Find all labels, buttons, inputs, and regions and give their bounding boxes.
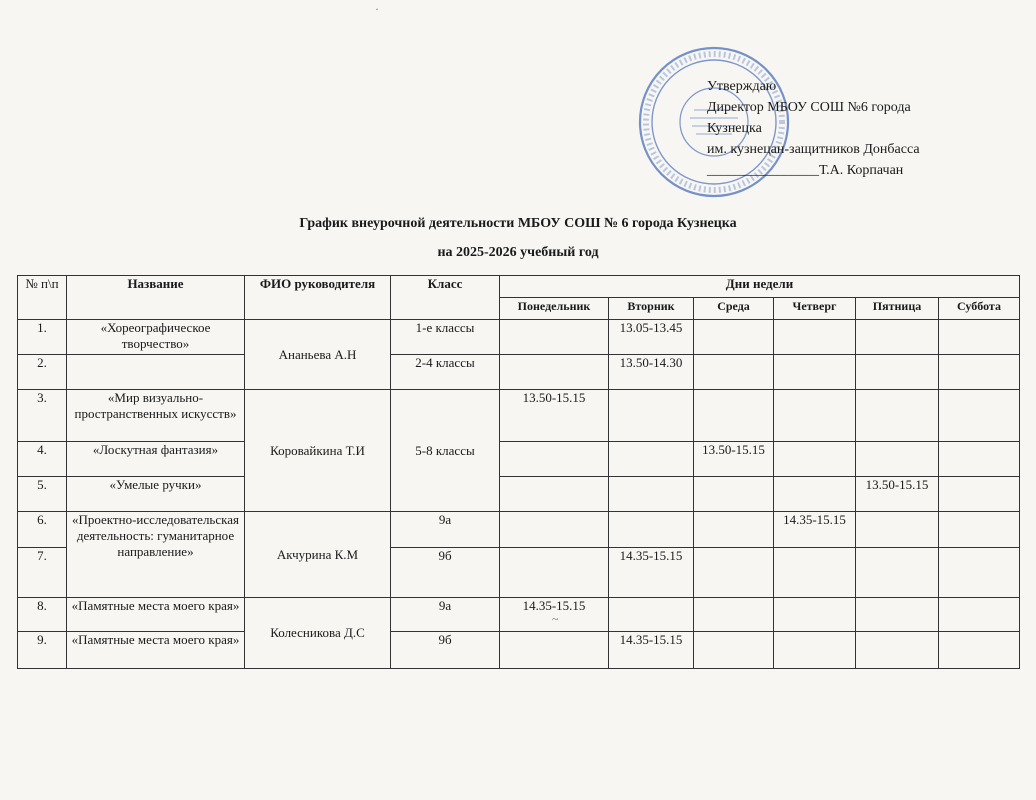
approval-signature: ________________Т.А. Корпачан (707, 163, 904, 178)
tuesday-cell (609, 598, 694, 632)
thursday-cell: 14.35-15.15 (774, 512, 856, 548)
wednesday-cell (694, 548, 774, 598)
monday-cell (500, 355, 609, 390)
class-cell: 1-е классы (391, 320, 500, 355)
thursday-cell (774, 355, 856, 390)
scan-mark: · (375, 2, 379, 16)
friday-cell (856, 512, 939, 548)
tuesday-cell: 13.05-13.45 (609, 320, 694, 355)
header-name: Название (67, 276, 245, 320)
wednesday-cell (694, 355, 774, 390)
wednesday-cell (694, 390, 774, 442)
wednesday-cell (694, 632, 774, 669)
approval-line: Утверждаю (707, 79, 777, 94)
header-num: № п\п (18, 276, 67, 320)
activity-name: «Лоскутная фантазия» (67, 442, 245, 477)
friday-cell (856, 320, 939, 355)
friday-cell (856, 598, 939, 632)
thursday-cell (774, 390, 856, 442)
class-cell: 2-4 классы (391, 355, 500, 390)
approval-line: Кузнецка (707, 121, 762, 136)
wednesday-cell (694, 477, 774, 512)
table-row (18, 632, 1020, 669)
thursday-cell (774, 632, 856, 669)
friday-cell (856, 355, 939, 390)
schedule-table (17, 275, 1020, 669)
monday-cell (500, 548, 609, 598)
friday-cell (856, 442, 939, 477)
tuesday-cell: 13.50-14.30 (609, 355, 694, 390)
wednesday-cell (694, 512, 774, 548)
class-cell: 5-8 классы (391, 390, 500, 512)
table-row (18, 320, 1020, 355)
activity-name (67, 355, 245, 390)
activity-name: «Проектно-исследовательская деятельность: гуманитарное направление» (67, 512, 245, 598)
tuesday-cell (609, 442, 694, 477)
monday-cell (500, 512, 609, 548)
table-row (18, 390, 1020, 442)
leader-name: Колесникова Д.С (245, 598, 391, 669)
tuesday-cell (609, 477, 694, 512)
saturday-cell (939, 442, 1020, 477)
table-row (18, 512, 1020, 548)
tuesday-cell: 14.35-15.15 (609, 632, 694, 669)
table-row (18, 442, 1020, 477)
scan-mark: ~ (552, 612, 559, 626)
row-num: 3. (18, 390, 67, 442)
row-num: 8. (18, 598, 67, 632)
approval-line: им. кузнецан-защитников Донбасса (707, 142, 920, 157)
leader-name: Акчурина К.М (245, 512, 391, 598)
saturday-cell (939, 548, 1020, 598)
thursday-cell (774, 548, 856, 598)
class-cell: 9а (391, 512, 500, 548)
row-num: 6. (18, 512, 67, 548)
header-leader: ФИО руководителя (245, 276, 391, 320)
row-num: 2. (18, 355, 67, 390)
saturday-cell (939, 598, 1020, 632)
activity-name: «Мир визуально-пространственных искусств» (67, 390, 245, 442)
saturday-cell (939, 320, 1020, 355)
friday-cell: 13.50-15.15 (856, 477, 939, 512)
document-title: График внеурочной деятельности МБОУ СОШ № 6 города Кузнецка (299, 216, 737, 231)
friday-cell (856, 390, 939, 442)
wednesday-cell (694, 598, 774, 632)
tuesday-cell: 14.35-15.15 (609, 548, 694, 598)
activity-name: «Памятные места моего края» (67, 632, 245, 669)
approval-block (707, 76, 1007, 181)
row-num: 4. (18, 442, 67, 477)
monday-cell (500, 632, 609, 669)
header-row (18, 276, 1020, 298)
table-row (18, 477, 1020, 512)
day-thursday: Четверг (774, 298, 856, 320)
row-num: 1. (18, 320, 67, 355)
thursday-cell (774, 477, 856, 512)
day-friday: Пятница (856, 298, 939, 320)
saturday-cell (939, 477, 1020, 512)
document-subtitle: на 2025-2026 учебный год (437, 245, 599, 260)
header-days: Дни недели (500, 276, 1020, 298)
saturday-cell (939, 355, 1020, 390)
monday-cell (500, 442, 609, 477)
class-cell: 9б (391, 632, 500, 669)
table-row (18, 355, 1020, 390)
activity-name: «Памятные места моего края» (67, 598, 245, 632)
table-row (18, 598, 1020, 632)
friday-cell (856, 548, 939, 598)
row-num: 7. (18, 548, 67, 598)
class-cell: 9б (391, 548, 500, 598)
day-saturday: Суббота (939, 298, 1020, 320)
saturday-cell (939, 390, 1020, 442)
activity-name: «Хореографическое творчество» (67, 320, 245, 355)
activity-name: «Умелые ручки» (67, 477, 245, 512)
wednesday-cell (694, 320, 774, 355)
day-wednesday: Среда (694, 298, 774, 320)
row-num: 9. (18, 632, 67, 669)
header-class: Класс (391, 276, 500, 320)
friday-cell (856, 632, 939, 669)
monday-cell (500, 320, 609, 355)
thursday-cell (774, 320, 856, 355)
saturday-cell (939, 512, 1020, 548)
monday-cell: 14.35-15.15 (500, 598, 609, 632)
class-cell: 9а (391, 598, 500, 632)
leader-name: Ананьева А.Н (245, 320, 391, 390)
tuesday-cell (609, 390, 694, 442)
approval-line: Директор МБОУ СОШ №6 города (707, 100, 911, 115)
thursday-cell (774, 442, 856, 477)
leader-name: Коровайкина Т.И (245, 390, 391, 512)
tuesday-cell (609, 512, 694, 548)
day-tuesday: Вторник (609, 298, 694, 320)
day-monday: Понедельник (500, 298, 609, 320)
wednesday-cell: 13.50-15.15 (694, 442, 774, 477)
row-num: 5. (18, 477, 67, 512)
monday-cell (500, 477, 609, 512)
saturday-cell (939, 632, 1020, 669)
monday-cell: 13.50-15.15 (500, 390, 609, 442)
thursday-cell (774, 598, 856, 632)
